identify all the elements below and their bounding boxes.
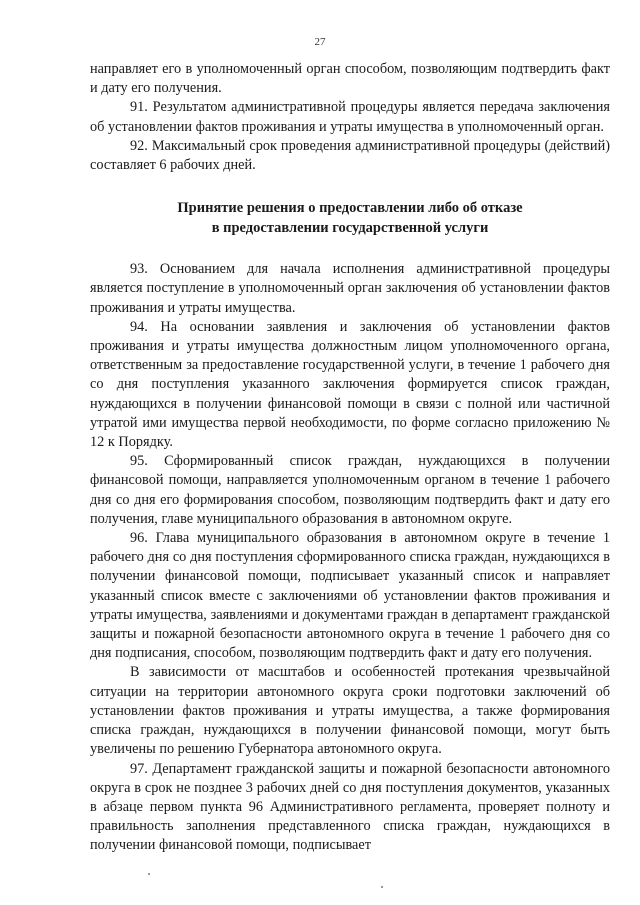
paragraph-96: 96. Глава муниципального образования в автономном округе в течение 1 рабочего дня со дня поступления сформированного списка граждан, нуждающихся в получении финансовой помощи, подписывает указанный список и направляет указанный список вместе с заключениями об установлении фактов проживания и утраты имущества, заявлениями и документами граждан в департамент гражданской защиты и пожарной безопасности автономного округа в течение 1 рабочего дня со дня подписания, способом, позволяющим подтвердить факт и дату его получения.	[90, 530, 610, 662]
paragraph-92: 92. Максимальный срок проведения административной процедуры (действий) составляет 6 рабочих дней.	[90, 137, 610, 174]
paragraph-93: 93. Основанием для начала исполнения административной процедуры является поступление в уполномоченный орган заключения об установлении фактов проживания и утраты имущества.	[90, 261, 610, 316]
paragraph-96-note: В зависимости от масштабов и особенностей протекания чрезвычайной ситуации на территории автономного округа сроки подготовки заключений об установлении фактов проживания и утраты имущества, а также формирования списка граждан, нуждающихся в получении финансовой помощи, могут быть увеличены по решению Губернатора автономного округа.	[90, 664, 610, 758]
paragraph-continuation: направляет его в уполномоченный орган способом, позволяющим подтвердить факт и дату его получения.	[90, 61, 610, 97]
paragraph-94: 94. На основании заявления и заключения об установлении фактов проживания и утраты имущества должностным лицом уполномоченного органа, ответственным за предоставление государственной услуги, в течение 1 рабочего дня со дня поступления указанного заключения формируется список граждан, нуждающихся в получении финансовой помощи в связи с полной или частичной утратой ими имущества первой необходимости, по форме согласно приложению № 12 к Порядку.	[90, 318, 610, 451]
paragraph-91: 91. Результатом административной процедуры является передача заключения об установлении фактов проживания и утраты имущества в уполномоченный орган.	[90, 99, 610, 135]
paragraph-95: 95. Сформированный список граждан, нуждающихся в получении финансовой помощи, направляется уполномоченным органом в течение 1 рабочего дня со дня его формирования способом, позволяющим подтвердить факт и дату его получения, главе муниципального образования в автономном округе.	[90, 453, 610, 527]
section-heading-line-1: Принятие решения о предоставлении либо об отказе	[177, 200, 523, 217]
document-body	[90, 60, 610, 856]
scan-speck	[381, 886, 383, 888]
section-heading	[90, 198, 610, 238]
paragraph-97: 97. Департамент гражданской защиты и пожарной безопасности автономного округа в срок не позднее 3 рабочих дней со дня поступления документов, указанных в абзаце первом пункта 96 Административного регламента, проверяет полноту и правильность заполнения представленного списка граждан, нуждающихся в получении финансовой помощи, подписывает	[90, 760, 610, 854]
page-number: 27	[314, 36, 326, 48]
section-heading-line-2: в предоставлении государственной услуги	[211, 220, 489, 237]
scan-speck	[148, 873, 150, 875]
